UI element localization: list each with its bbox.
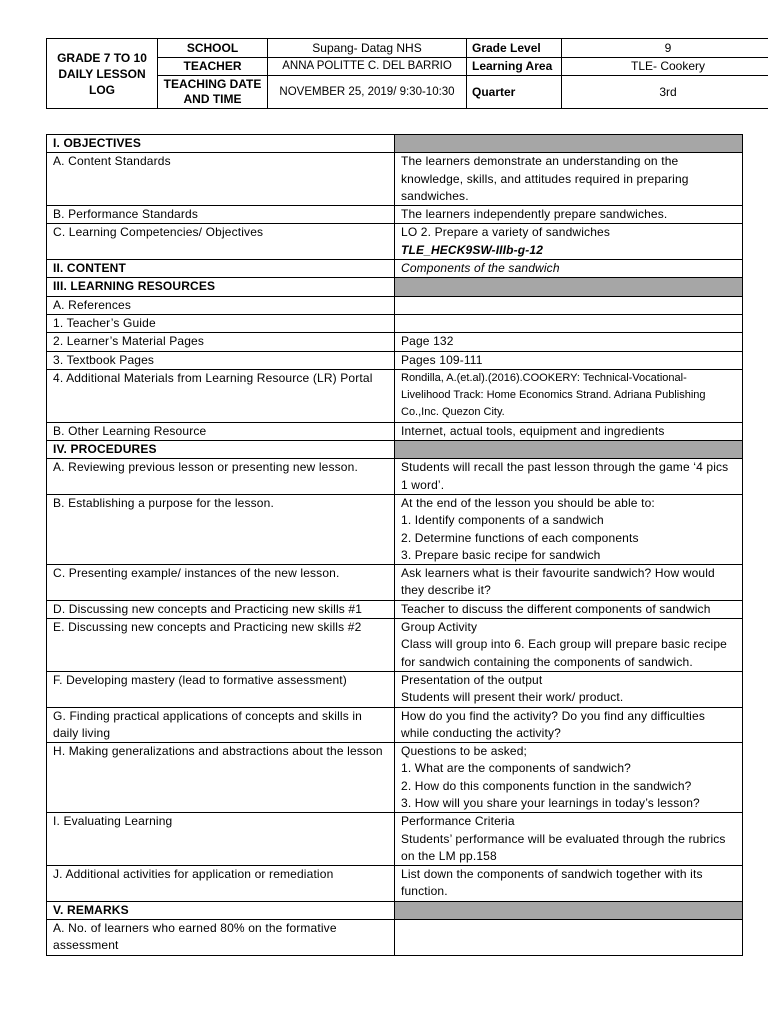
procedure-e-line: Class will group into 6. Each group will prepare basic recipe for sandwich containing the components of sandwich. [401,637,727,669]
table-row [47,224,743,260]
procedure-i-line: Students’ performance will be evaluated through the rubrics on the LM pp.158 [401,831,726,863]
table-row [47,333,743,351]
section-content: II. CONTENT [47,260,395,278]
performance-standards-label: B. Performance Standards [47,206,395,224]
grade-level-label: Grade Level [467,39,562,58]
header-table [46,38,768,109]
shaded-cell [395,901,743,919]
table-row [47,671,743,707]
content-standards-value: The learners demonstrate an understanding on the knowledge, skills, and attitudes required in preparing sandwiches. [395,153,743,206]
table-row [47,278,743,296]
procedure-b-line: 3. Prepare basic recipe for sandwich [401,547,601,562]
shaded-cell [395,135,743,153]
table-row [47,369,743,422]
learners-material-label: 2. Learner’s Material Pages [47,333,395,351]
procedure-i-value [395,813,743,866]
procedure-h-line: 1. What are the components of sandwich? [401,761,631,776]
procedure-h-line: 3. How will you share your learnings in today’s lesson? [401,795,700,810]
table-row [47,920,743,956]
references-label: A. References [47,296,395,314]
table-row [47,206,743,224]
procedure-b-line: 1. Identify components of a sandwich [401,513,604,528]
quarter-label: Quarter [467,76,562,109]
learning-area-value: TLE- Cookery [562,58,768,76]
school-label: SCHOOL [158,39,268,58]
school-value: Supang- Datag NHS [268,39,467,58]
table-row [47,422,743,440]
table-row [47,565,743,601]
content-standards-label: A. Content Standards [47,153,395,206]
table-row [47,866,743,902]
shaded-cell [395,441,743,459]
table-row [47,296,743,314]
table-row [47,707,743,743]
table-row [47,153,743,206]
additional-materials-label: 4. Additional Materials from Learning Resource (LR) Portal [47,369,395,422]
section-procedures: IV. PROCEDURES [47,441,395,459]
procedure-j-label: J. Additional activities for application or remediation [47,866,395,902]
competencies-label: C. Learning Competencies/ Objectives [47,224,395,260]
grade-level-value: 9 [562,39,768,58]
empty-cell [395,314,743,332]
content-value: Components of the sandwich [395,260,743,278]
procedure-e-value [395,619,743,672]
procedure-b-line: At the end of the lesson you should be able to: [401,495,655,510]
lesson-table [46,134,743,956]
table-row [47,600,743,618]
procedure-j-value: List down the components of sandwich together with its function. [395,866,743,902]
table-row [47,260,743,278]
performance-standards-value: The learners independently prepare sandwiches. [395,206,743,224]
textbook-label: 3. Textbook Pages [47,351,395,369]
procedure-f-line: Students will present their work/ product. [401,690,624,705]
procedure-h-line: Questions to be asked; [401,744,528,759]
procedure-g-value: How do you find the activity? Do you find any difficulties while conducting the activity? [395,707,743,743]
remarks-a-label: A. No. of learners who earned 80% on the formative assessment [47,920,395,956]
procedure-h-value [395,743,743,813]
procedure-e-line: Group Activity [401,620,478,635]
learners-material-value: Page 132 [395,333,743,351]
procedure-b-value [395,494,743,564]
table-row [47,314,743,332]
table-row [47,619,743,672]
procedure-b-line: 2. Determine functions of each components [401,530,639,545]
procedure-h-line: 2. How do this components function in the sandwich? [401,778,692,793]
textbook-value: Pages 109-111 [395,351,743,369]
table-row [47,441,743,459]
other-resource-value: Internet, actual tools, equipment and ingredients [395,422,743,440]
shaded-cell [395,278,743,296]
section-objectives: I. OBJECTIVES [47,135,395,153]
additional-materials-value: Rondilla, A.(et.al).(2016).COOKERY: Technical-Vocational-Livelihood Track: Home Economics Strand. Adriana Publishing Co.,Inc. Quezon City. [395,369,743,422]
procedure-h-label: H. Making generalizations and abstractions about the lesson [47,743,395,813]
procedure-a-value: Students will recall the past lesson through the game ‘4 pics 1 word’. [395,459,743,495]
log-title: GRADE 7 TO 10 DAILY LESSON LOG [47,39,158,109]
quarter-value: 3rd [562,76,768,109]
procedure-i-label: I. Evaluating Learning [47,813,395,866]
empty-cell [395,296,743,314]
procedure-e-label: E. Discussing new concepts and Practicing new skills #2 [47,619,395,672]
table-row [47,813,743,866]
table-row [47,901,743,919]
section-remarks: V. REMARKS [47,901,395,919]
table-row [47,743,743,813]
other-resource-label: B. Other Learning Resource [47,422,395,440]
teachers-guide-label: 1. Teacher’s Guide [47,314,395,332]
procedure-c-value: Ask learners what is their favourite sandwich? How would they describe it? [395,565,743,601]
teacher-value: ANNA POLITTE C. DEL BARRIO [268,58,467,76]
competencies-value [395,224,743,260]
procedure-g-label: G. Finding practical applications of concepts and skills in daily living [47,707,395,743]
procedure-d-label: D. Discussing new concepts and Practicing new skills #1 [47,600,395,618]
procedure-f-label: F. Developing mastery (lead to formative assessment) [47,671,395,707]
procedure-d-value: Teacher to discuss the different components of sandwich [395,600,743,618]
table-row [47,351,743,369]
procedure-c-label: C. Presenting example/ instances of the new lesson. [47,565,395,601]
section-learning-resources: III. LEARNING RESOURCES [47,278,395,296]
competencies-value-line: LO 2. Prepare a variety of sandwiches [401,225,610,240]
procedure-i-line: Performance Criteria [401,814,515,829]
teaching-date-label: TEACHING DATE AND TIME [158,76,268,109]
competency-code: TLE_HECK9SW-IIIb-g-12 [401,242,544,257]
procedure-b-label: B. Establishing a purpose for the lesson. [47,494,395,564]
procedure-a-label: A. Reviewing previous lesson or presenting new lesson. [47,459,395,495]
teacher-label: TEACHER [158,58,268,76]
empty-cell [395,920,743,956]
learning-area-label: Learning Area [467,58,562,76]
table-row [47,459,743,495]
procedure-f-value [395,671,743,707]
teaching-date-value: NOVEMBER 25, 2019/ 9:30-10:30 [268,76,467,109]
table-row [47,494,743,564]
procedure-f-line: Presentation of the output [401,672,543,687]
table-row [47,135,743,153]
